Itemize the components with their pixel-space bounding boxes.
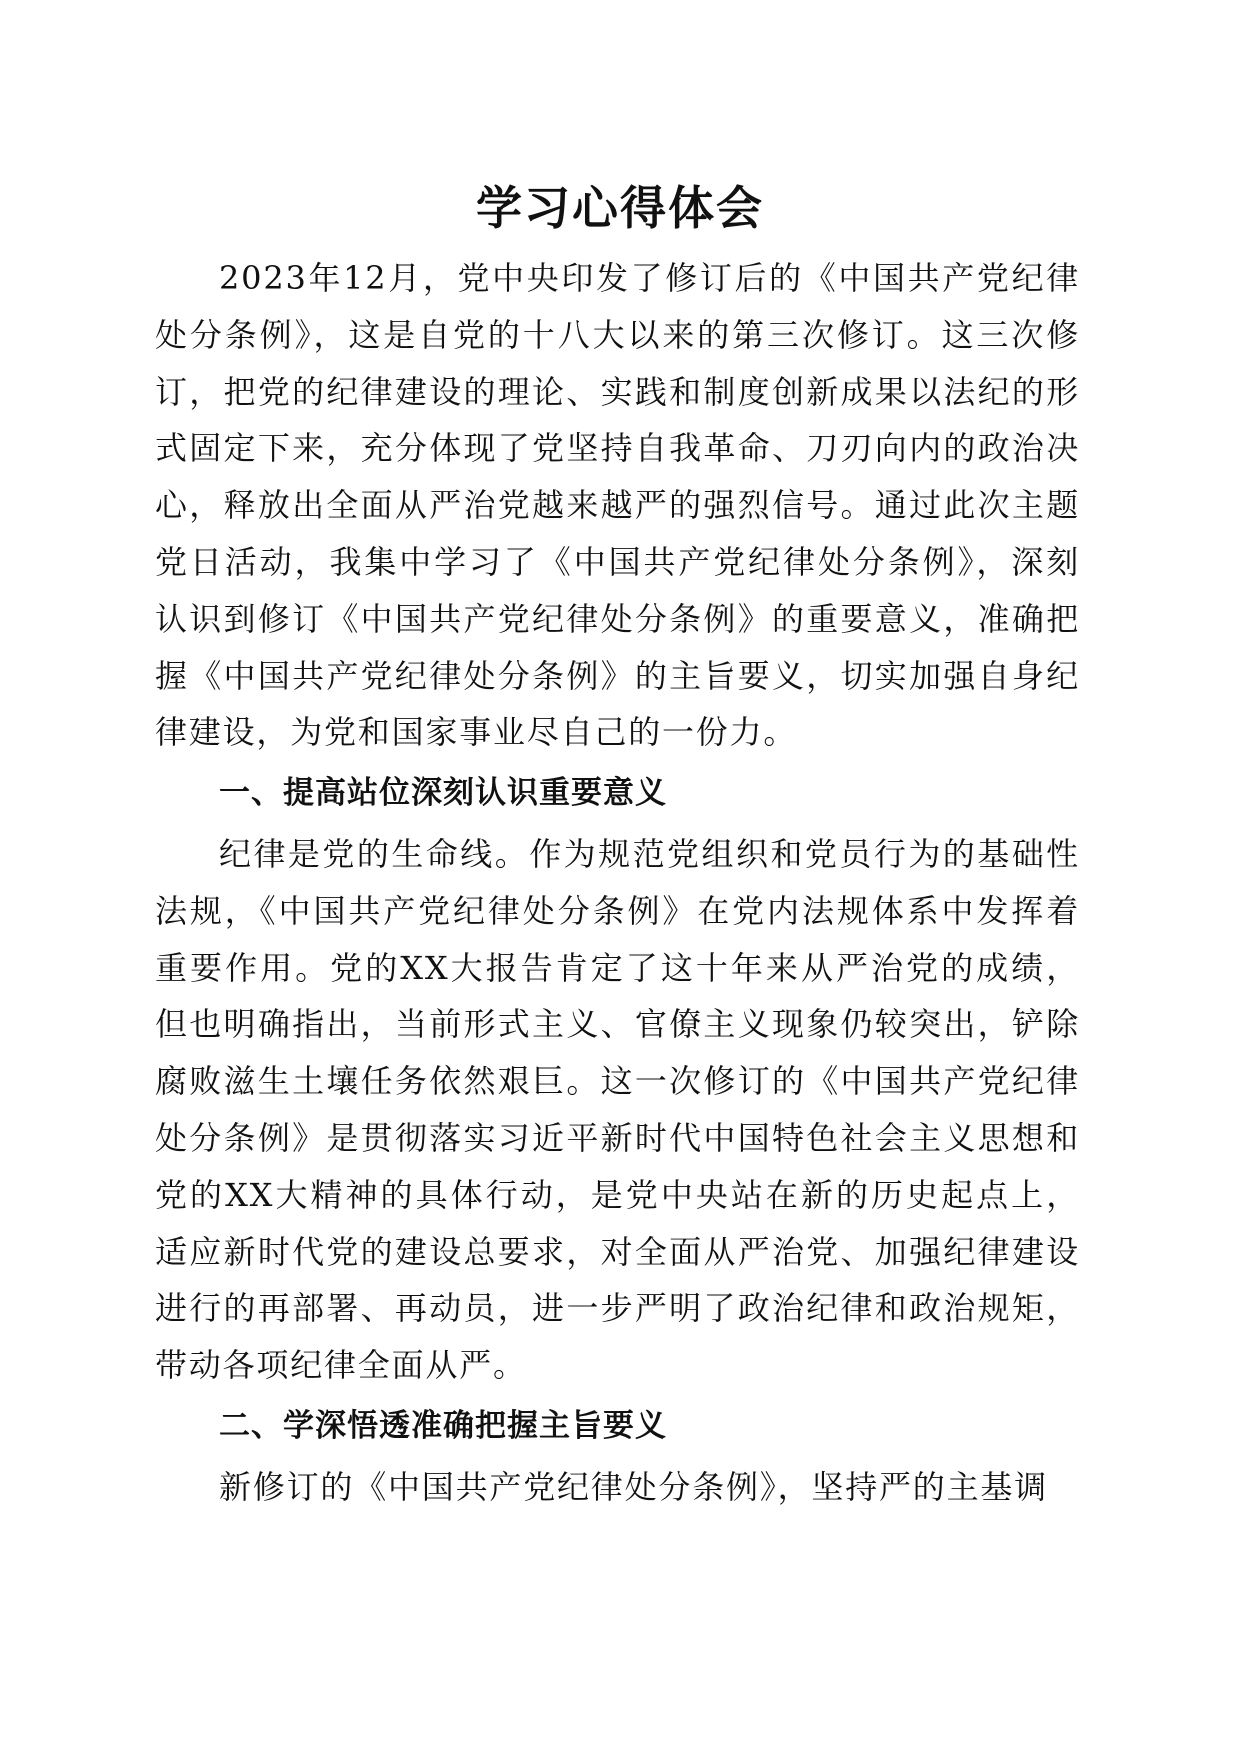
- document-body: [155, 250, 1080, 1516]
- document-title: 学习心得体会: [476, 181, 764, 235]
- paragraph-intro: 2023年12月，党中央印发了修订后的《中国共产党纪律处分条例》，这是自党的十八大以来的第三次修订。这三次修订，把党的纪律建设的理论、实践和制度创新成果以法纪的形式固定下来，充分体现了党坚持自我革命、刀刃向内的政治决心，释放出全面从严治党越来越严的强烈信号。通过此次主题党日活动，我集中学习了《中国共产党纪律处分条例》，深刻认识到修订《中国共产党纪律处分条例》的重要意义，准确把握《中国共产党纪律处分条例》的主旨要义，切实加强自身纪律建设，为党和国家事业尽自己的一份力。: [155, 259, 1080, 752]
- paragraph-section-1: 纪律是党的生命线。作为规范党组织和党员行为的基础性法规，《中国共产党纪律处分条例》在党内法规体系中发挥着重要作用。党的XX大报告肯定了这十年来从严治党的成绩，但也明确指出，当前形式主义、官僚主义现象仍较突出，铲除腐败滋生土壤任务依然艰巨。这一次修订的《中国共产党纪律处分条例》是贯彻落实习近平新时代中国特色社会主义思想和党的XX大精神的具体行动，是党中央站在新的历史起点上，适应新时代党的建设总要求，对全面从严治党、加强纪律建设进行的再部署、再动员，进一步严明了政治纪律和政治规矩，带动各项纪律全面从严。: [155, 834, 1080, 1385]
- section-heading-2: 二、学深悟透准确把握主旨要义: [219, 1407, 667, 1444]
- paragraph-section-2: 新修订的《中国共产党纪律处分条例》，坚持严的主基调: [219, 1467, 1049, 1506]
- section-heading-1: 一、提高站位深刻认识重要意义: [219, 775, 667, 812]
